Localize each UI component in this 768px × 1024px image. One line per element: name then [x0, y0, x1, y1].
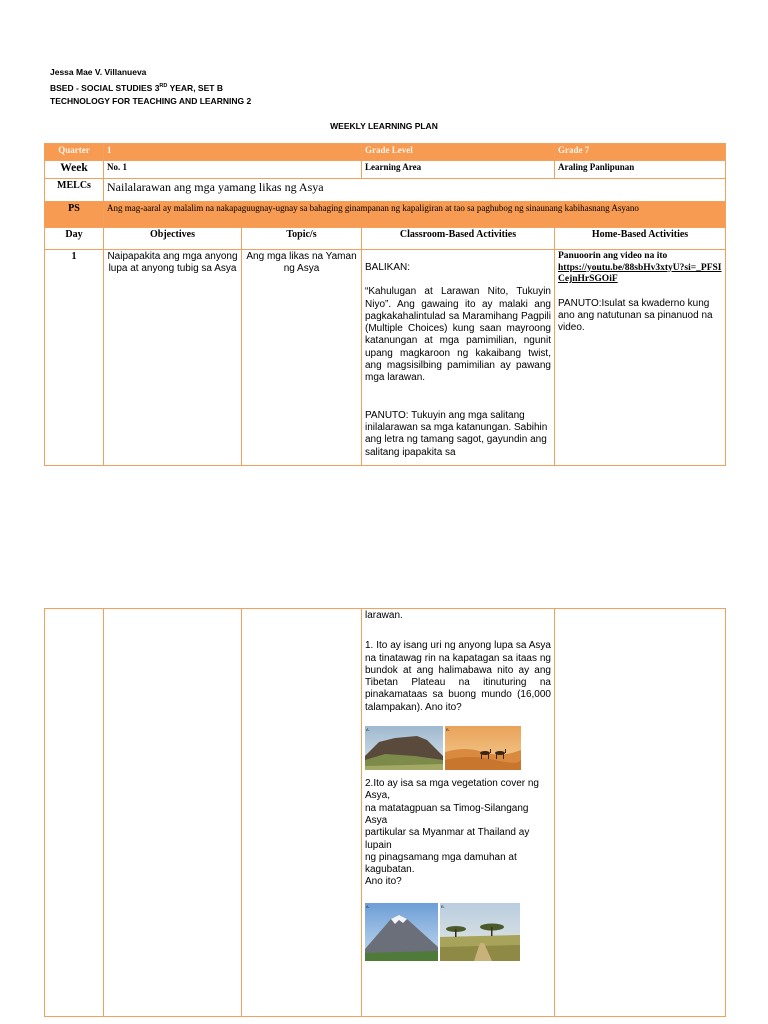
mountain-volcano-icon[interactable] — [365, 903, 438, 961]
melcs-label: MELCs — [45, 179, 104, 202]
classroom-activity-cell — [362, 609, 555, 1017]
learning-area-label: Learning Area — [362, 161, 555, 179]
table-row — [45, 609, 726, 1017]
author-name: Jessa Mae V. Villanueva — [50, 67, 147, 77]
choice-a-label: A. — [366, 903, 370, 909]
learning-area-value: Araling Panlipunan — [555, 161, 726, 179]
quarter-label: Quarter — [45, 144, 104, 161]
subject-line: TECHNOLOGY FOR TEACHING AND LEARNING 2 — [50, 95, 252, 106]
home-activity-cell — [555, 250, 726, 466]
choice-b-label: B. — [441, 903, 445, 909]
plateau-icon[interactable] — [365, 726, 443, 770]
melcs-value: Nailalarawan ang mga yamang likas ng Asya — [104, 179, 726, 202]
col-home-activities: Home-Based Activities — [555, 228, 726, 250]
col-topics: Topic/s — [242, 228, 362, 250]
week-row — [45, 161, 726, 179]
course-line: BSED - SOCIAL STUDIES 3RD YEAR, SET B — [50, 82, 223, 93]
continued-text: larawan. — [365, 610, 403, 621]
home-panuto: PANUTO:Isulat sa kwaderno kung ano ang natutunan sa pinanuod na video. — [558, 297, 713, 334]
topic-cell-empty — [242, 609, 362, 1017]
col-objectives: Objectives — [104, 228, 242, 250]
video-link[interactable]: https://youtu.be/88sbHv3xtyU?si=_PFSICejnHrSGOiF — [558, 262, 722, 284]
week-value: No. 1 — [104, 161, 362, 179]
weekly-plan-table — [44, 143, 726, 466]
balikan-heading: BALIKAN: — [365, 262, 411, 273]
weekly-plan-table-continued — [44, 608, 726, 1017]
ps-label: PS — [45, 202, 104, 228]
col-day: Day — [45, 228, 104, 250]
activity-intro: “Kahulugan at Larawan Nito, Tukuyin Niyo”. Ang gawaing ito ay malaki ang pagkakahalintulad sa Maramihang Pagpili (Multiple Choices) kung saan mayroong katanungan at mga pamimilian, ngunit upang magkaroon ng kakaibang twist, ang magsisilbing pamimilian ay pawang mga larawan. — [365, 286, 551, 384]
column-header-row — [45, 228, 726, 250]
choice-a-label: A. — [366, 727, 370, 733]
desert-camel-icon[interactable] — [445, 726, 521, 770]
grade-level-label: Grade Level — [362, 144, 555, 161]
document-title: WEEKLY LEARNING PLAN — [330, 121, 438, 131]
document-header — [50, 66, 251, 108]
objective-cell: Naipapakita ang mga anyong lupa at anyong tubig sa Asya — [104, 250, 242, 466]
ps-value: Ang mag-aaral ay malalim na nakapaguugnay-ugnay sa bahaging ginampanan ng kapaligiran at tao sa paghubog ng sinaunang kabihasnang Asyano — [104, 202, 726, 228]
topic-cell: Ang mga likas na Yaman ng Asya — [242, 250, 362, 466]
week-label: Week — [45, 161, 104, 179]
choice-b-label: B. — [446, 727, 450, 733]
activity-panuto: PANUTO: Tukuyin ang mga salitang inilalarawan sa mga katanungan. Sabihin ang letra ng tamang sagot, gayundin ang salitang ipapakita sa — [365, 409, 548, 458]
melcs-row — [45, 179, 726, 202]
col-classroom-activities: Classroom-Based Activities — [362, 228, 555, 250]
classroom-activity-cell — [362, 250, 555, 466]
question-2: 2.Ito ay isa sa mga vegetation cover ng Asya, na matatagpuan sa Timog-Silangang Asya partikular sa Myanmar at Thailand ay lupain ng pinagsamang mga damuhan at kagubatan. Ano ito? — [365, 778, 539, 888]
home-activity-cell-empty — [555, 609, 726, 1017]
ps-row — [45, 202, 726, 228]
question-2-choices — [365, 903, 551, 961]
question-1: 1. Ito ay isang uri ng anyong lupa sa Asya na tinatawag rin na kapatagan sa itaas ng bundok at ang halimabawa nito ay ang Tibetan Plateau na itinuturing na pinakamataas sa buong mundo (16,000 talampakan). Ano ito? — [365, 640, 551, 713]
quarter-value: 1 — [104, 144, 362, 161]
home-intro: Panuoorin ang video na ito — [558, 251, 668, 261]
quarter-row — [45, 144, 726, 161]
day-cell-empty — [45, 609, 104, 1017]
savanna-grassland-icon[interactable] — [440, 903, 520, 961]
question-1-choices — [365, 726, 551, 770]
day-cell: 1 — [45, 250, 104, 466]
objective-cell-empty — [104, 609, 242, 1017]
table-row — [45, 250, 726, 466]
grade-value: Grade 7 — [555, 144, 726, 161]
